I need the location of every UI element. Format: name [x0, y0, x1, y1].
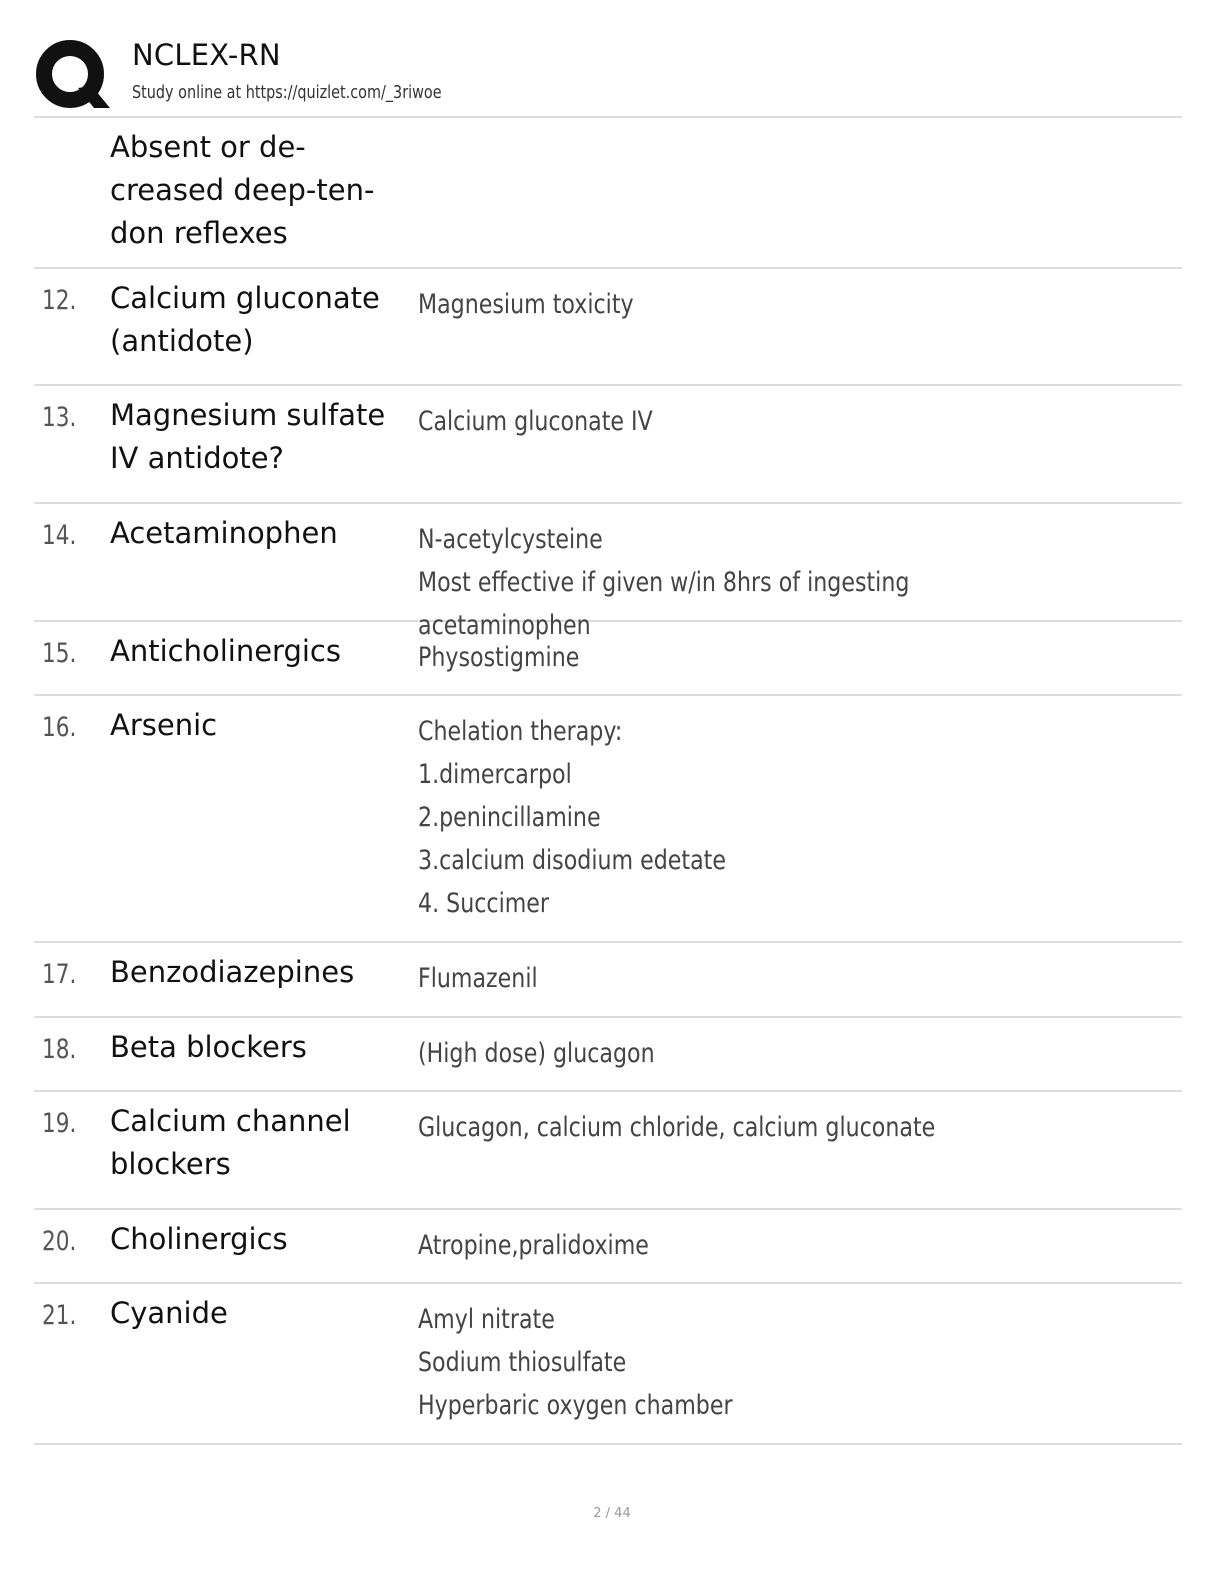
- row-term: Magnesium sulfate IV antidote?: [110, 398, 386, 475]
- flashcard-table: [34, 118, 1182, 1445]
- row-term: Anticholinergics: [110, 634, 341, 668]
- row-number: 20.: [42, 1226, 77, 1257]
- table-row: [34, 118, 1182, 269]
- row-number: 14.: [42, 520, 77, 551]
- table-row: [34, 1018, 1182, 1092]
- row-definition: N-acetylcysteine Most effective if given w/in 8hrs of ingesting acetaminophen: [418, 524, 910, 641]
- quizlet-logo-icon: [34, 38, 110, 114]
- row-number: 16.: [42, 712, 77, 743]
- row-number: 19.: [42, 1108, 77, 1139]
- row-definition: Magnesium toxicity: [418, 289, 634, 320]
- row-number: 21.: [42, 1300, 77, 1331]
- study-online-link-text: Study online at https://quizlet.com/_3riwoe: [132, 82, 442, 103]
- row-term: Calcium channel blockers: [110, 1104, 351, 1181]
- row-definition: Flumazenil: [418, 963, 538, 994]
- row-number: 15.: [42, 638, 77, 669]
- row-definition: Glucagon, calcium chloride, calcium gluconate: [418, 1112, 936, 1143]
- row-definition: Atropine,pralidoxime: [418, 1230, 649, 1261]
- page-header: [34, 34, 1182, 116]
- table-row: [34, 622, 1182, 696]
- row-term: Acetaminophen: [110, 516, 338, 550]
- row-term: Beta blockers: [110, 1030, 307, 1064]
- row-number: 17.: [42, 959, 77, 990]
- row-term: Absent or de- creased deep-ten- don reflexes: [110, 130, 375, 250]
- row-definition: Physostigmine: [418, 642, 580, 673]
- table-row: [34, 269, 1182, 386]
- row-definition: Amyl nitrate Sodium thiosulfate Hyperbaric oxygen chamber: [418, 1304, 733, 1421]
- row-term: Arsenic: [110, 708, 218, 742]
- row-term: Calcium gluconate (antidote): [110, 281, 380, 358]
- row-definition: Chelation therapy: 1.dimercarpol 2.penincillamine 3.calcium disodium edetate 4. Succimer: [418, 716, 726, 919]
- table-row: [34, 386, 1182, 504]
- table-row: [34, 1284, 1182, 1445]
- table-row: [34, 943, 1182, 1018]
- row-number: 12.: [42, 285, 77, 316]
- row-number: 18.: [42, 1034, 77, 1065]
- page-number: 2 / 44: [593, 1506, 631, 1521]
- table-row: [34, 1092, 1182, 1210]
- set-title: NCLEX-RN: [132, 38, 281, 72]
- table-row: [34, 696, 1182, 943]
- row-term: Cyanide: [110, 1296, 228, 1330]
- row-number: 13.: [42, 402, 77, 433]
- row-definition: Calcium gluconate IV: [418, 406, 653, 437]
- row-term: Cholinergics: [110, 1222, 288, 1256]
- row-definition: (High dose) glucagon: [418, 1038, 655, 1069]
- table-row: [34, 504, 1182, 641]
- table-row: [34, 1210, 1182, 1284]
- row-term: Benzodiazepines: [110, 955, 355, 989]
